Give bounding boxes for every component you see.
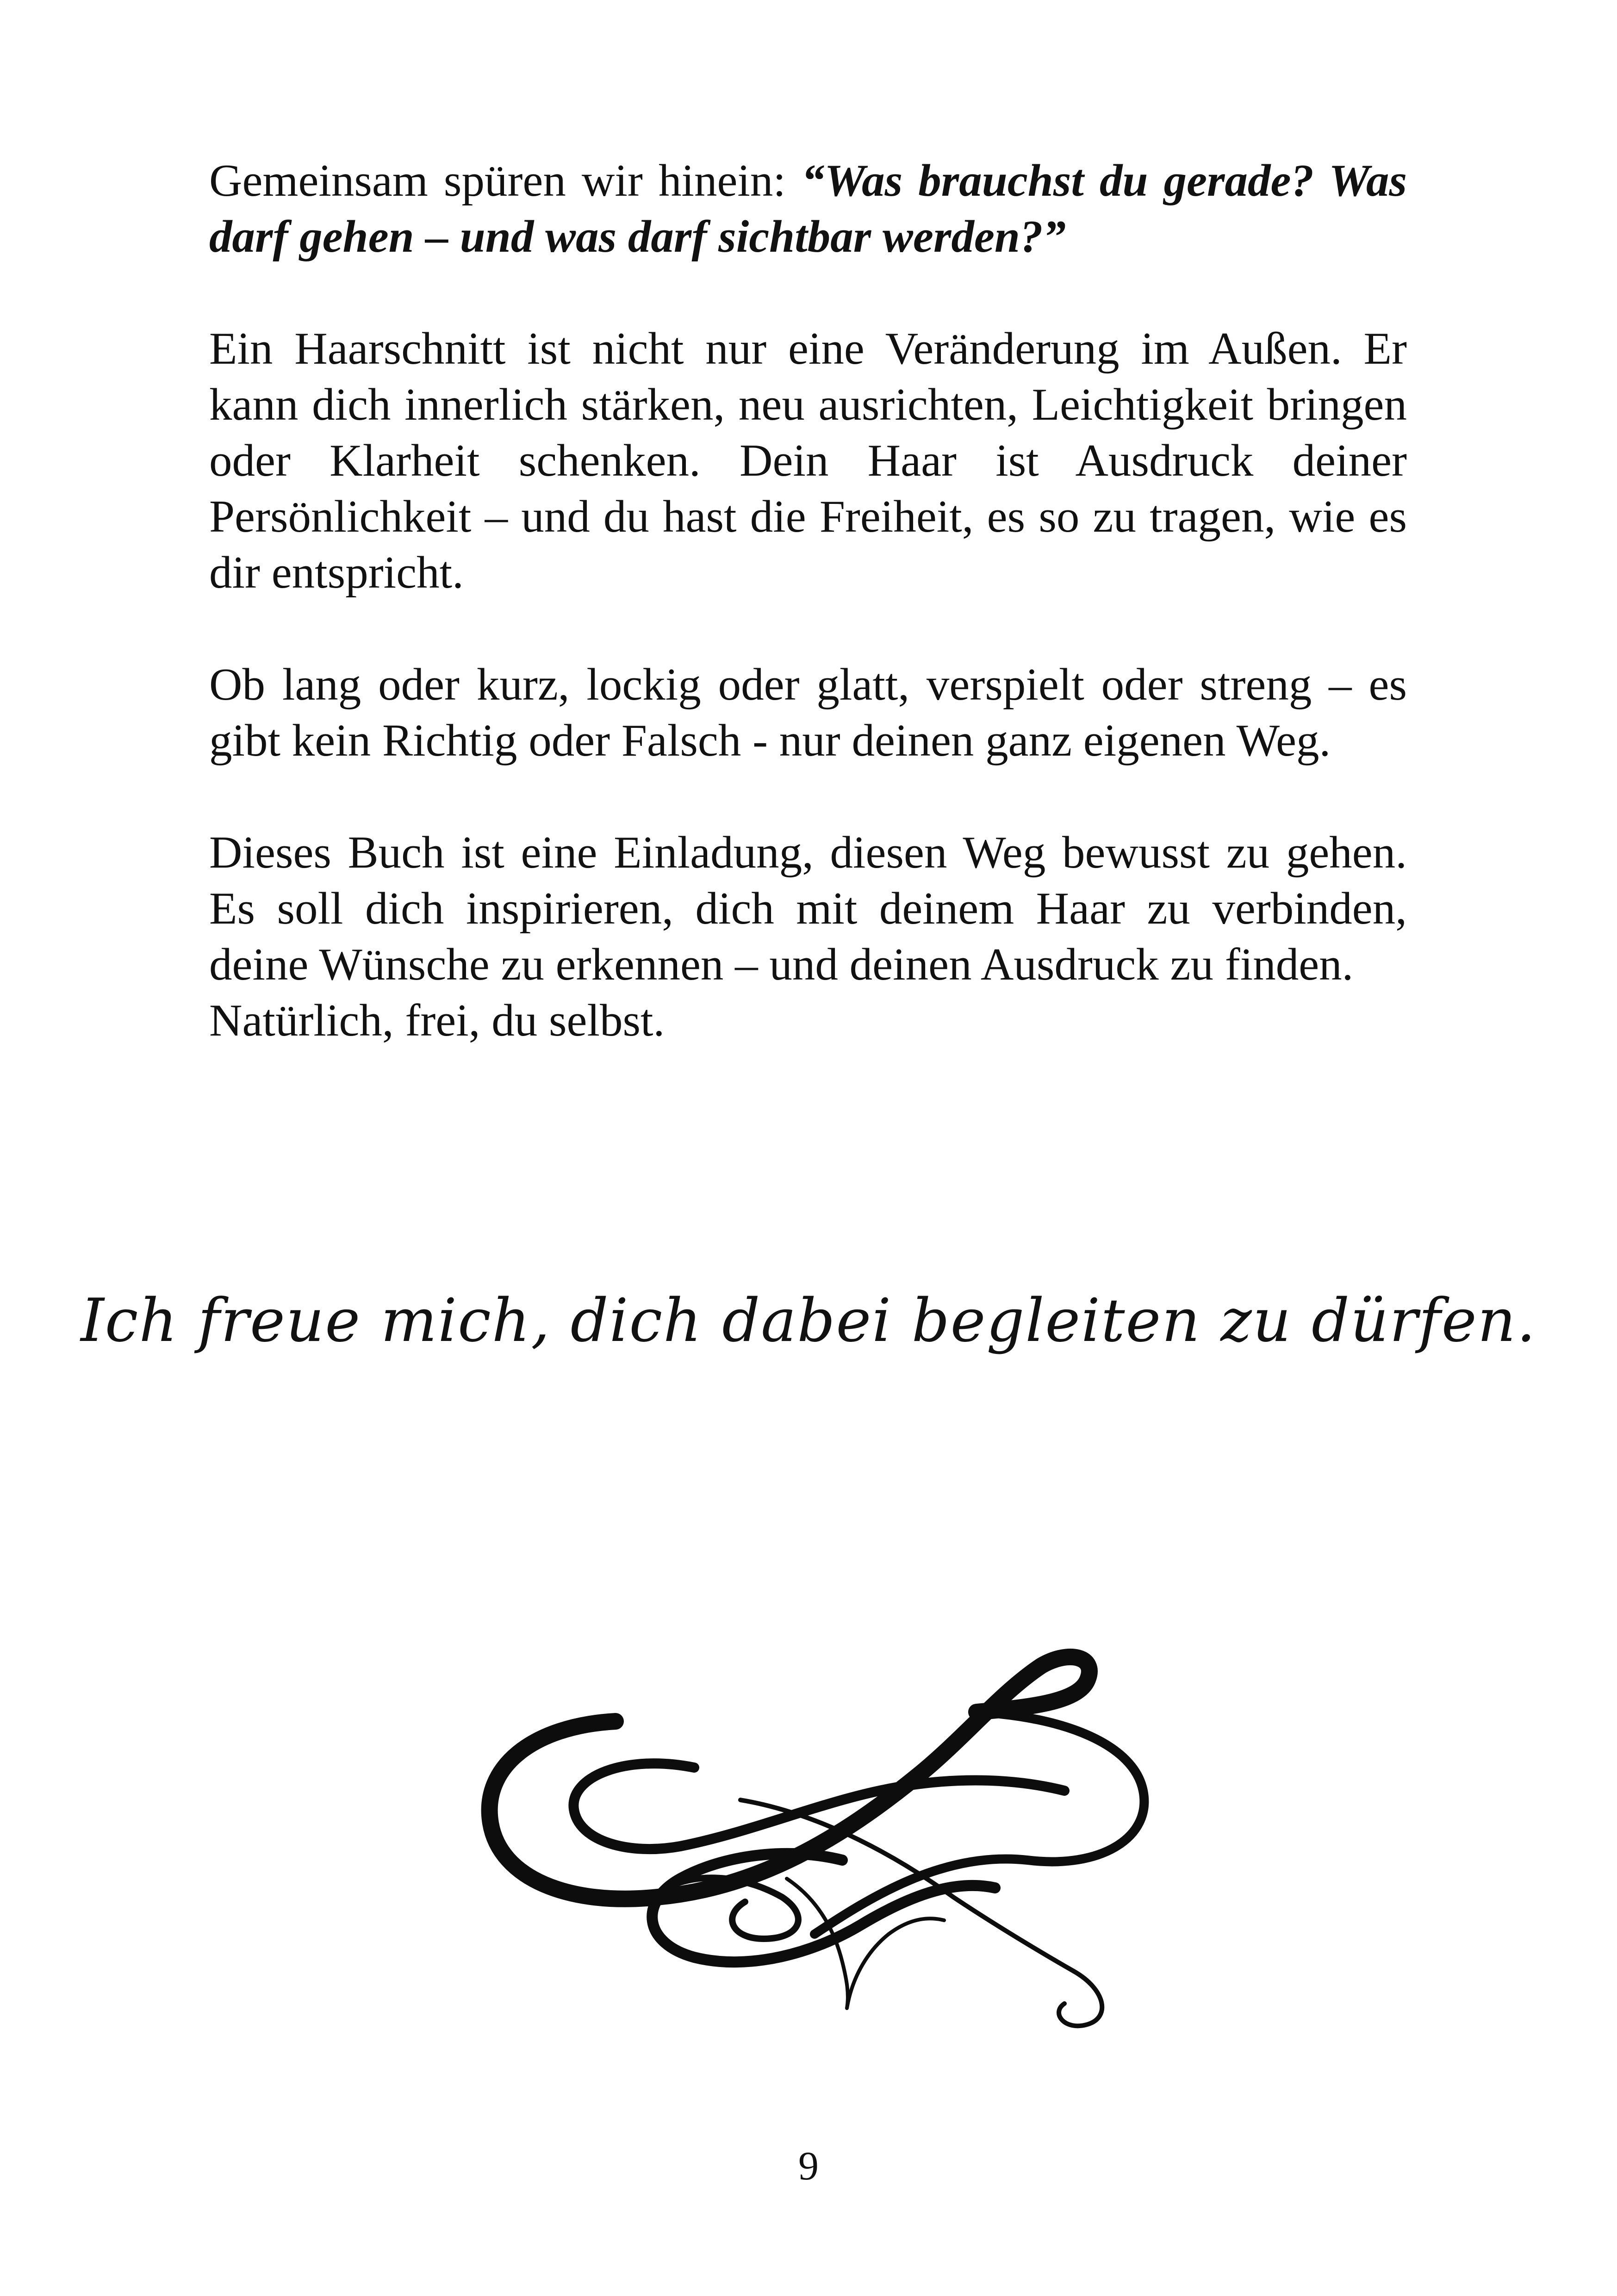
page-number: 9 bbox=[798, 2144, 819, 2189]
paragraph-long-or-short: Ob lang oder kurz, lockig oder glatt, verspielt oder streng – es gibt kein Richtig oder Falsch - nur deinen ganz eigenen Weg. bbox=[209, 659, 1407, 766]
flourish-ornament bbox=[463, 1638, 1157, 2031]
paragraph-prefix: Gemeinsam spüren wir hinein: bbox=[209, 155, 802, 206]
paragraph-intro-question bbox=[209, 153, 1407, 265]
paragraph-haircut: Ein Haarschnitt ist nicht nur eine Veränderung im Außen. Er kann dich innerlich stärken, neu ausrichten, Leichtigkeit bringen oder Klarheit schenken. Dein Haar ist Ausdruck deiner Persönlichkeit – und du hast die Freiheit, es so zu tragen, wie es dir entspricht. bbox=[209, 323, 1407, 598]
paragraph-invitation bbox=[209, 825, 1407, 1049]
body-text bbox=[209, 153, 1407, 1049]
script-closing-line: Ich freue mich, dich dabei begleiten zu dürfen. bbox=[81, 1286, 1536, 1355]
paragraph-invitation-text: Dieses Buch ist eine Einladung, diesen Weg bewusst zu gehen. Es soll dich inspirieren, dich mit deinem Haar zu verbinden, deine Wünsche zu erkennen – und deinen Ausdruck zu finden. bbox=[209, 827, 1407, 990]
paragraph-invitation-last-line: Natürlich, frei, du selbst. bbox=[209, 995, 665, 1046]
bold-italic-quote: “Was brauchst du gerade? Was darf gehen – und was darf sichtbar werden?” bbox=[209, 155, 1407, 262]
